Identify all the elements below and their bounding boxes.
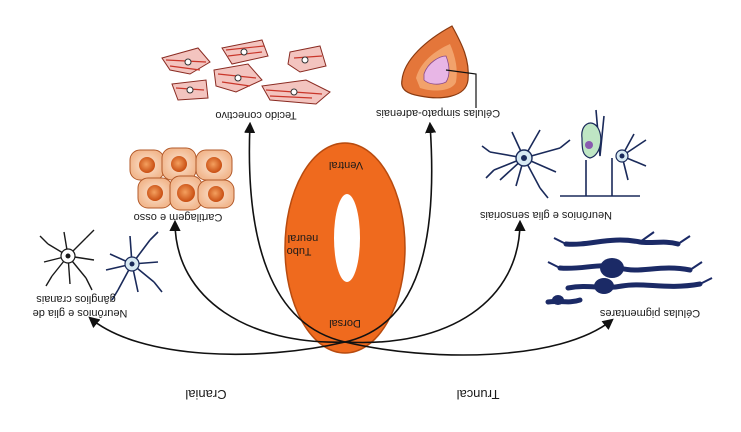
sensory-neurons-glia xyxy=(479,110,646,221)
sympathoadrenal-cell xyxy=(375,26,500,119)
pigment-cells-label: Células pigmentares xyxy=(599,307,701,319)
cranial-ganglia-neurons xyxy=(33,230,162,319)
cranial-label: Cranial xyxy=(185,387,227,402)
truncal-label: Truncal xyxy=(456,387,500,402)
tube-label-line1: Tubo xyxy=(286,245,312,257)
cartilage-bone-cells xyxy=(130,148,234,223)
neural-tube-lumen xyxy=(334,194,360,282)
pigment-cells xyxy=(548,232,712,319)
ventral-label: Ventral xyxy=(328,159,364,171)
cranial-neurons-label-line2: gânglios cranais xyxy=(36,293,116,305)
cranial-neurons-label-line1: Neurônios e glia de xyxy=(32,307,128,319)
dorsal-label: Dorsal xyxy=(329,317,361,329)
connective-tissue-cells xyxy=(162,40,330,121)
sensory-neurons-label: Neurônios e glia sensoriais xyxy=(479,209,613,221)
cartilage-bone-label: Cartilagem e osso xyxy=(133,211,223,223)
sympathoadrenal-label: Células simpato-adrenais xyxy=(375,107,501,119)
connective-tissue-label: Tecido conectivo xyxy=(215,109,297,121)
tube-label-line2: neural xyxy=(287,232,319,244)
